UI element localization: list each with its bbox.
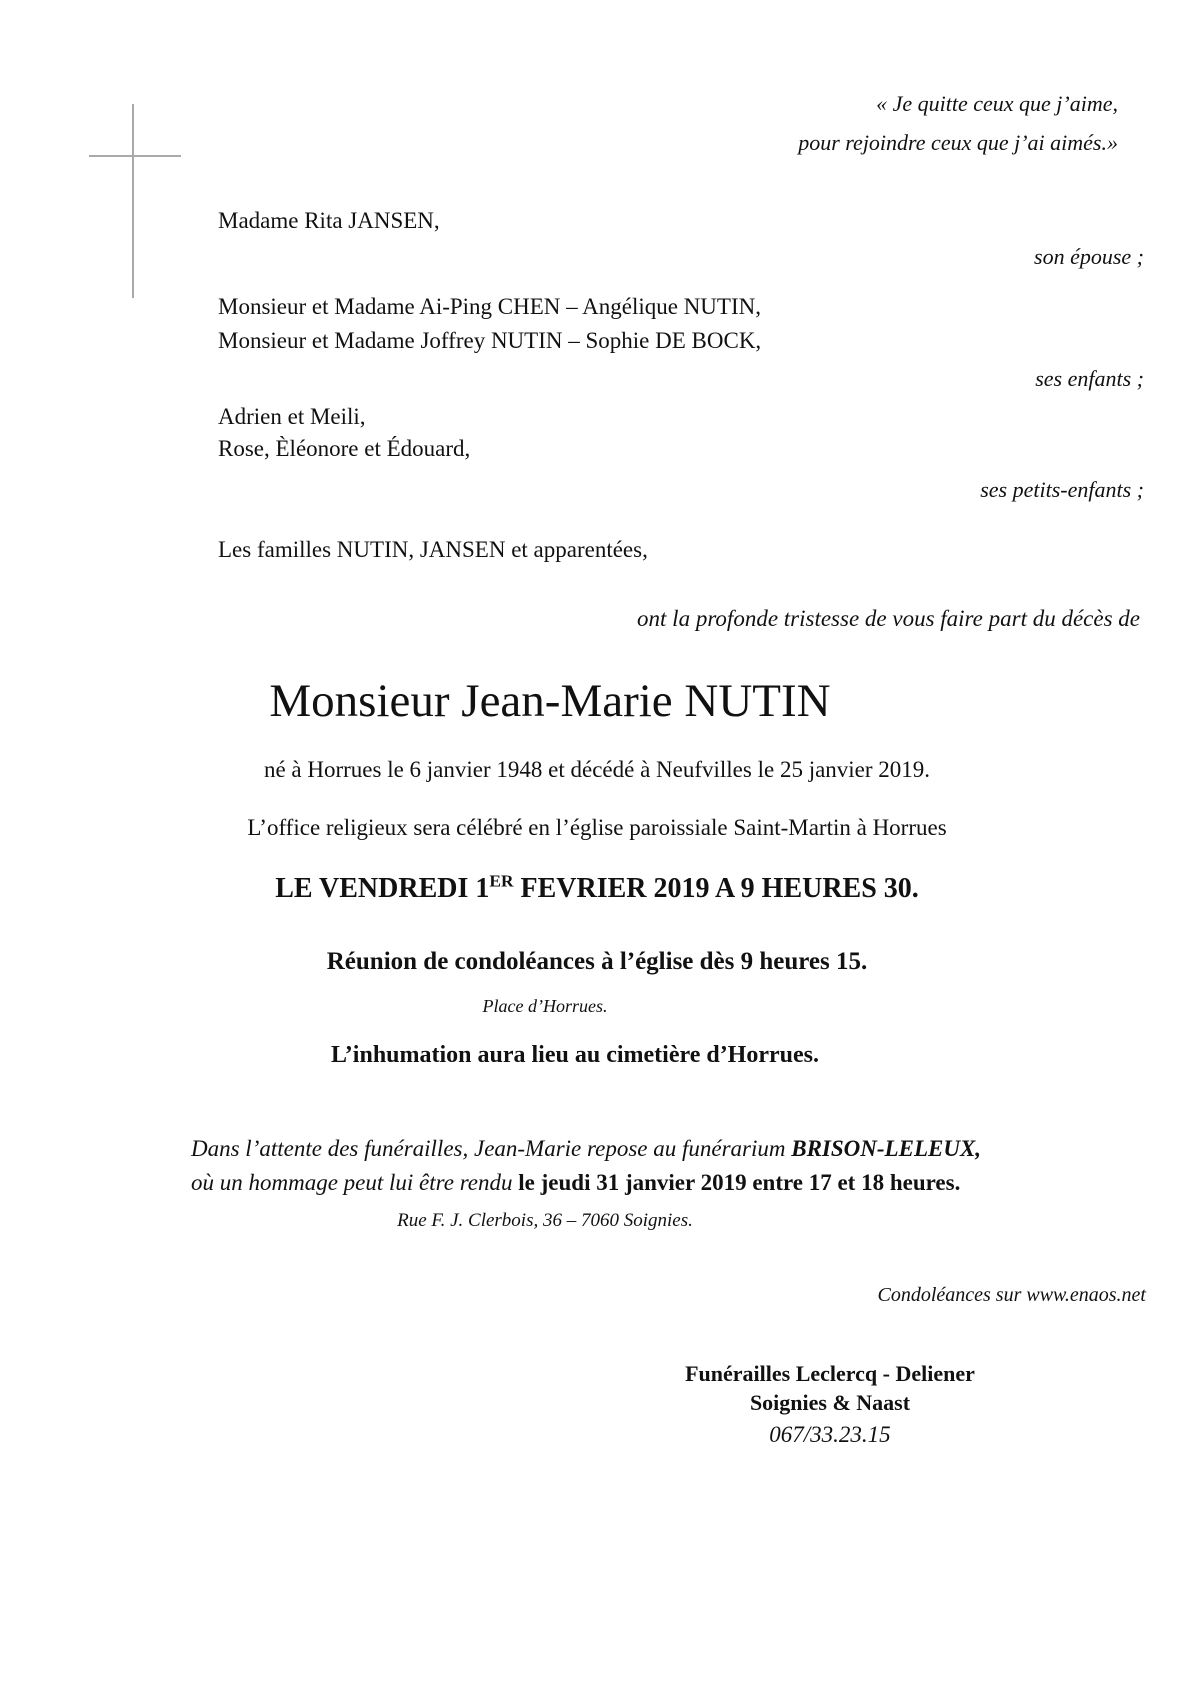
funeral-home-location: Soignies & Naast: [749, 1390, 911, 1415]
children-relation-label: ses enfants ;: [1035, 366, 1144, 391]
visitation-line-1-text: Dans l’attente des funérailles, Jean-Marie repose au funérarium: [191, 1136, 792, 1161]
spouse-name: Madame Rita JANSEN,: [218, 208, 440, 233]
visitation-line-2: [191, 1170, 960, 1196]
religious-office-line: L’office religieux sera célébré en l’église paroissiale Saint-Martin à Horrues: [247, 815, 947, 840]
cross-horizontal-bar: [89, 155, 181, 157]
funeral-home-block: [630, 1361, 1030, 1448]
online-condolences-line: Condoléances sur www.enaos.net: [877, 1284, 1146, 1306]
deceased-name-title: Monsieur Jean-Marie NUTIN: [269, 675, 831, 727]
funeral-date-line: [0, 873, 1194, 905]
funerarium-address: Rue F. J. Clerbois, 36 – 7060 Soignies.: [397, 1210, 693, 1231]
grandchildren-relation-label: ses petits-enfants ;: [980, 477, 1144, 502]
condolence-meeting-line: Réunion de condoléances à l’église dès 9 heures 15.: [326, 948, 868, 975]
families-line: Les familles NUTIN, JANSEN et apparentées,: [218, 537, 648, 562]
epigraph-quote: [798, 84, 1118, 162]
spouse-relation-label: son épouse ;: [1034, 244, 1144, 269]
child-line: Monsieur et Madame Joffrey NUTIN – Sophie DE BOCK,: [218, 328, 762, 353]
epigraph-line-2: pour rejoindre ceux que j’ai aimés.»: [798, 130, 1118, 155]
child-line: Monsieur et Madame Ai-Ping CHEN – Angélique NUTIN,: [218, 294, 761, 319]
epigraph-line-1: « Je quitte ceux que j’aime,: [876, 91, 1118, 116]
funeral-home-name: Funérailles Leclercq - Deliener: [685, 1361, 975, 1386]
announcement-intro: ont la profonde tristesse de vous faire part du décès de: [637, 606, 1140, 631]
visitation-line-2-text: où un hommage peut lui être rendu: [191, 1170, 519, 1195]
grandchild-line: Adrien et Meili,: [218, 404, 366, 429]
funerarium-name: BRISON-LELEUX,: [791, 1136, 982, 1161]
life-dates-line: né à Horrues le 6 janvier 1948 et décédé à Neufvilles le 25 janvier 2019.: [263, 757, 931, 782]
funeral-date-prefix: LE VENDREDI 1: [275, 873, 490, 904]
grandchild-line: Rose, Èléonore et Édouard,: [218, 436, 471, 461]
visitation-datetime: le jeudi 31 janvier 2019 entre 17 et 18 heures.: [518, 1170, 961, 1195]
cross-vertical-bar: [132, 104, 134, 298]
funeral-date-suffix: FEVRIER 2019 A 9 HEURES 30.: [513, 873, 919, 904]
visitation-line-1: [191, 1136, 981, 1162]
funeral-date-ordinal: ER: [489, 871, 514, 891]
funeral-home-phone: 067/33.23.15: [769, 1422, 891, 1447]
condolence-place-line: Place d’Horrues.: [482, 996, 608, 1016]
burial-line: L’inhumation aura lieu au cimetière d’Horrues.: [331, 1042, 819, 1068]
